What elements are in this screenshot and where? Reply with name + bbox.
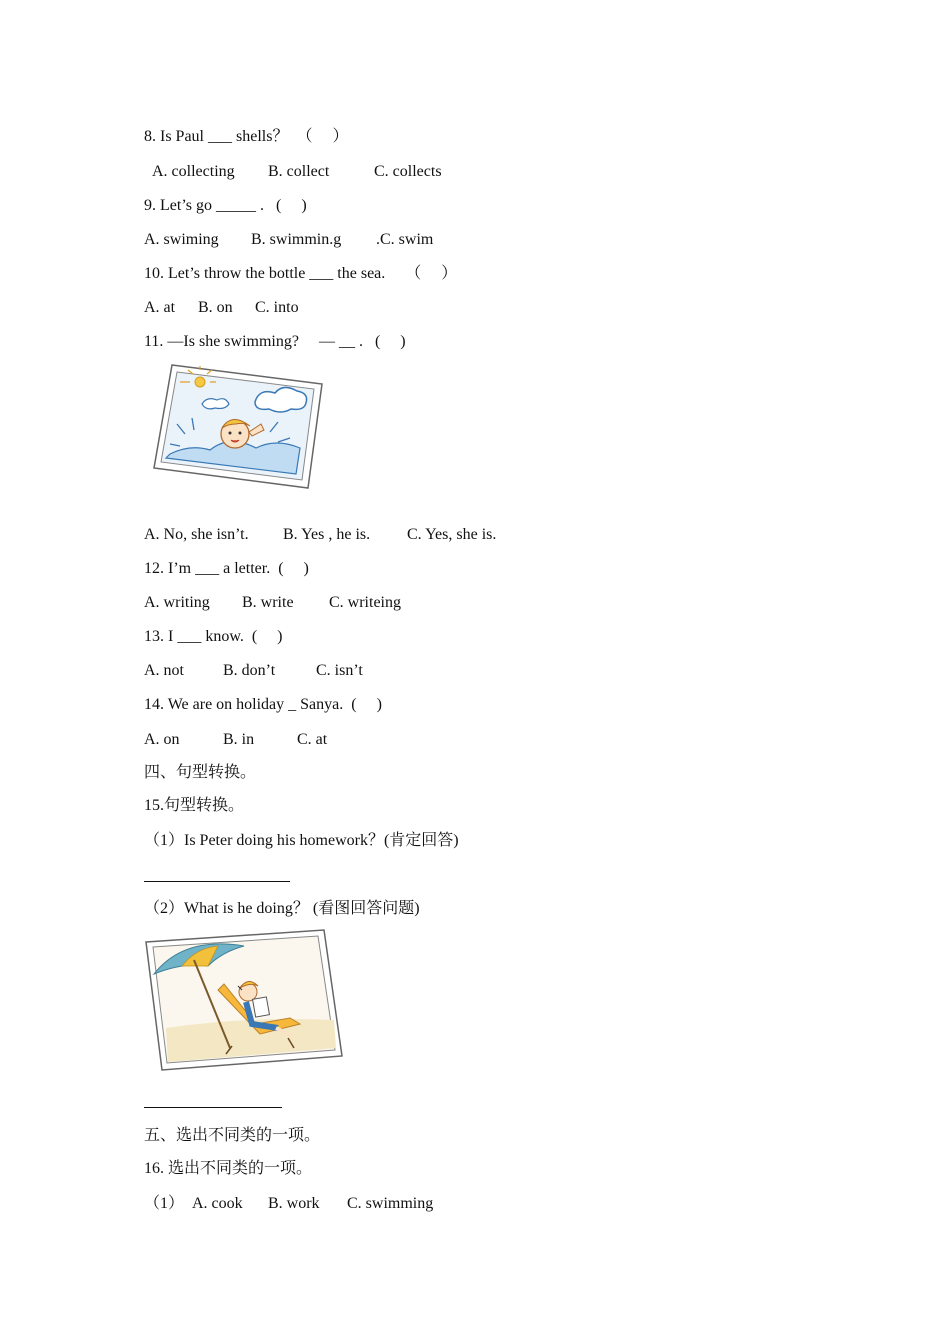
question-15-part-1: （1）Is Peter doing his homework？(肯定回答)	[144, 832, 459, 849]
question-14-option-b: B. in	[223, 731, 255, 748]
question-14-option-c: C. at	[297, 731, 328, 748]
question-14-stem: 14. We are on holiday _ Sanya. ( )	[144, 696, 382, 713]
question-12-stem: 12. I’m ___ a letter. ( )	[144, 560, 309, 577]
swimming-girl-picture	[150, 362, 326, 492]
question-9-option-a: A. swiming	[144, 231, 219, 248]
question-8-option-a: A. collecting	[152, 163, 235, 180]
question-15-part-2: （2）What is he doing？ (看图回答问题)	[144, 900, 420, 917]
section-4-heading: 四、句型转换。	[144, 764, 257, 781]
question-10-option-a: A. at	[144, 299, 176, 316]
question-16-part-1-option-c: C. swimming	[347, 1195, 434, 1212]
question-10-stem: 10. Let’s throw the bottle ___ the sea. （ ）	[144, 265, 458, 282]
question-8-option-c: C. collects	[374, 163, 442, 180]
question-9-stem: 9. Let’s go _____ . ( )	[144, 197, 307, 214]
question-13-stem: 13. I ___ know. ( )	[144, 628, 283, 645]
question-16-part-1-option-b: B. work	[268, 1195, 320, 1212]
question-8-option-b: B. collect	[268, 163, 330, 180]
question-13-option-b: B. don’t	[223, 662, 276, 679]
question-11-option-c: C. Yes, she is.	[407, 526, 497, 543]
section-5-heading: 五、选出不同类的一项。	[144, 1127, 321, 1144]
question-11-option-a: A. No, she isn’t.	[144, 526, 249, 543]
question-16-stem: 16. 选出不同类的一项。	[144, 1160, 313, 1177]
answer-line-1[interactable]	[144, 881, 290, 882]
question-11-option-b: B. Yes , he is.	[283, 526, 371, 543]
question-12-option-b: B. write	[242, 594, 294, 611]
question-13-option-a: A. not	[144, 662, 184, 679]
question-8-stem: 8. Is Paul ___ shells？ （ ）	[144, 128, 349, 145]
beach-reading-picture	[142, 928, 354, 1074]
question-9-option-b: B. swimmin.g	[251, 231, 342, 248]
question-11-stem: 11. —Is she swimming? — __ . ( )	[144, 333, 406, 350]
question-10-option-c: C. into	[255, 299, 299, 316]
question-12-option-a: A. writing	[144, 594, 210, 611]
question-14-option-a: A. on	[144, 731, 180, 748]
question-9-option-c: .C. swim	[376, 231, 434, 248]
question-13-option-c: C. isn’t	[316, 662, 363, 679]
question-12-option-c: C. writeing	[329, 594, 401, 611]
question-16-part-1-option-a: （1） A. cook	[144, 1195, 243, 1212]
question-15-stem: 15.句型转换。	[144, 797, 245, 814]
question-10-option-b: B. on	[198, 299, 233, 316]
answer-line-2[interactable]	[144, 1107, 282, 1108]
